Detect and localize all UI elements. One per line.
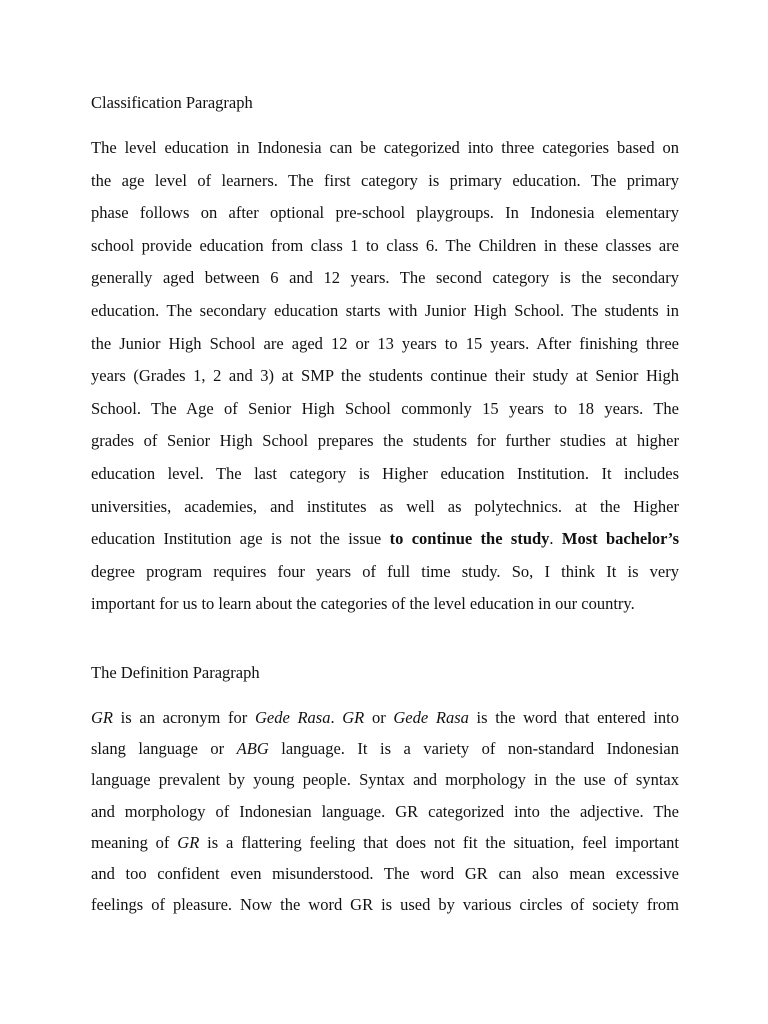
text-line: The level education in Indonesia can be categorized into three categories based on	[91, 138, 679, 157]
text-line: phase follows on after optional pre-school playgroups. In Indonesia elementary	[91, 203, 679, 223]
text-line: universities, academies, and institutes as well as polytechnics. at the Higher	[91, 496, 679, 516]
classification-paragraph	[91, 132, 679, 621]
text-line: language prevalent by young people. Syntax and morphology in the use of syntax	[91, 770, 679, 790]
text-run: or	[364, 708, 394, 727]
text-line: and too confident even misunderstood. The word GR can also mean excessive	[91, 863, 679, 883]
text-line: important for us to learn about the categories of the level education in our country.	[91, 594, 635, 614]
text-line: the age level of learners. The first category is primary education. The primary	[91, 170, 679, 190]
text-run: is an acronym for	[113, 708, 255, 727]
text-line: education. The secondary education starts with Junior High School. The students in	[91, 300, 679, 320]
text-run: is the word that entered into	[468, 708, 679, 727]
text-run: education Institution age is not the issue	[91, 529, 390, 549]
italic-text-run: GR	[177, 832, 200, 852]
text-run: language. It is a variety of non-standard Indonesian	[268, 739, 679, 759]
italic-text-run: GR	[91, 708, 113, 727]
text-line: School. The Age of Senior High School commonly 15 years to 18 years. The	[91, 398, 679, 418]
text-line: school provide education from class 1 to class 6. The Children in these classes are	[91, 235, 679, 255]
text-run: .	[330, 708, 343, 727]
section-heading-definition: The Definition Paragraph	[91, 663, 260, 682]
text-line	[91, 827, 679, 858]
text-line: education level. The last category is Higher education Institution. It includes	[91, 463, 679, 483]
text-line	[91, 702, 679, 733]
text-line: years (Grades 1, 2 and 3) at SMP the students continue their study at Senior High	[91, 366, 679, 386]
text-line: grades of Senior High School prepares the students for further studies at higher	[91, 431, 679, 451]
italic-text-run: Gede Rasa	[393, 708, 469, 727]
bold-text-run: to continue the study	[389, 529, 550, 549]
italic-text-run: GR	[342, 708, 365, 727]
text-run: .	[549, 529, 562, 549]
text-run: slang language or	[91, 739, 237, 759]
italic-text-run: Gede Rasa	[254, 708, 331, 727]
text-line: feelings of pleasure. Now the word GR is used by various circles of society from	[91, 895, 679, 915]
text-line: and morphology of Indonesian language. GR categorized into the adjective. The	[91, 801, 679, 821]
text-line	[91, 523, 679, 556]
bold-text-run: Most bachelor’s	[561, 529, 680, 549]
text-run: meaning of	[91, 832, 178, 852]
section-heading-classification: Classification Paragraph	[91, 93, 253, 112]
text-run: is a flattering feeling that does not fit the situation, feel important	[199, 832, 680, 852]
text-line: degree program requires four years of full time study. So, I think It is very	[91, 561, 679, 581]
definition-paragraph	[91, 702, 679, 920]
text-line: the Junior High School are aged 12 or 13 years to 15 years. After finishing three	[91, 333, 679, 353]
text-line	[91, 733, 679, 764]
text-line: generally aged between 6 and 12 years. The second category is the secondary	[91, 268, 679, 288]
italic-text-run: ABG	[236, 739, 269, 759]
